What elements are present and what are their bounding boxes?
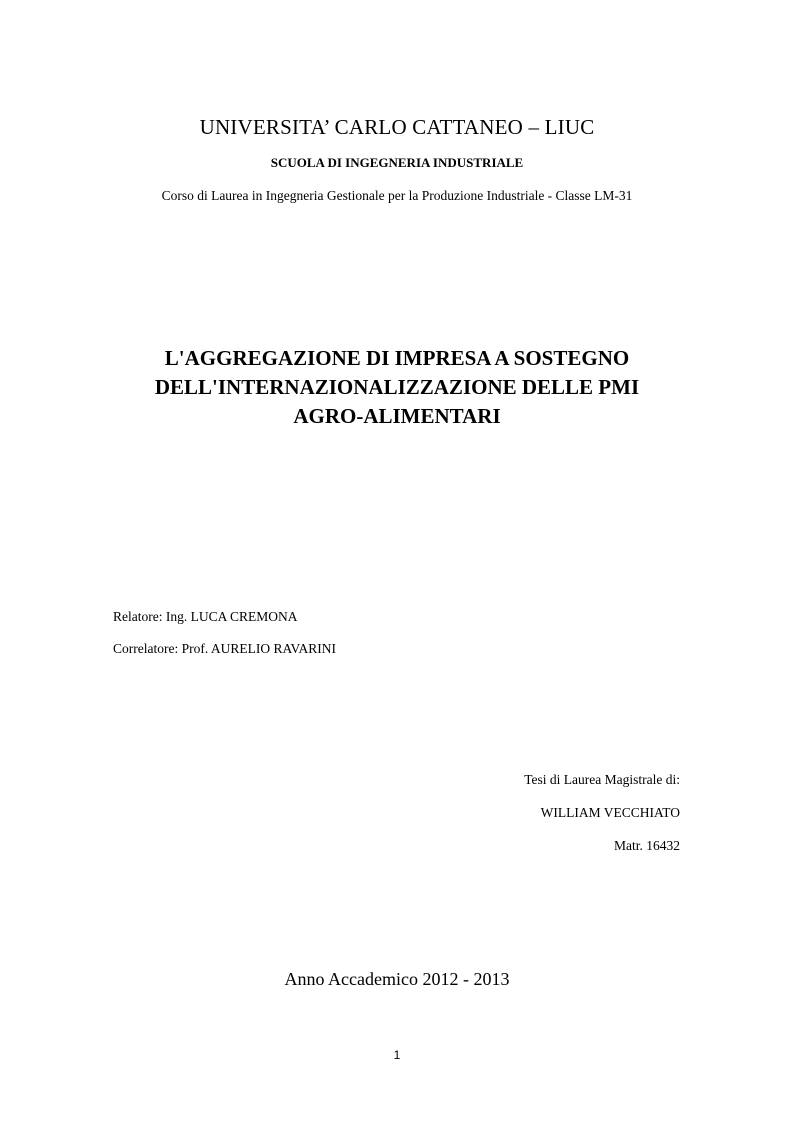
page-number: 1 [393, 1048, 401, 1062]
author-name: WILLIAM VECCHIATO [540, 805, 680, 820]
student-id: Matr. 16432 [614, 838, 680, 853]
academic-year: Anno Accademico 2012 - 2013 [284, 969, 510, 989]
thesis-title-line-1: L'AGGREGAZIONE DI IMPRESA A SOSTEGNO [164, 346, 630, 370]
relatore: Relatore: Ing. LUCA CREMONA [113, 609, 298, 624]
correlatore: Correlatore: Prof. AURELIO RAVARINI [113, 641, 336, 656]
degree-course: Corso di Laurea in Ingegneria Gestionale per la Produzione Industriale - Classe LM-31 [161, 188, 633, 203]
university-name: UNIVERSITA’ CARLO CATTANEO – LIUC [199, 115, 595, 139]
school-name: SCUOLA DI INGEGNERIA INDUSTRIALE [270, 155, 524, 170]
thesis-type-label: Tesi di Laurea Magistrale di: [524, 772, 680, 787]
thesis-title-line-2: DELL'INTERNAZIONALIZZAZIONE DELLE PMI [154, 375, 640, 399]
thesis-title-line-3: AGRO-ALIMENTARI [293, 404, 501, 428]
thesis-title [0, 344, 794, 431]
